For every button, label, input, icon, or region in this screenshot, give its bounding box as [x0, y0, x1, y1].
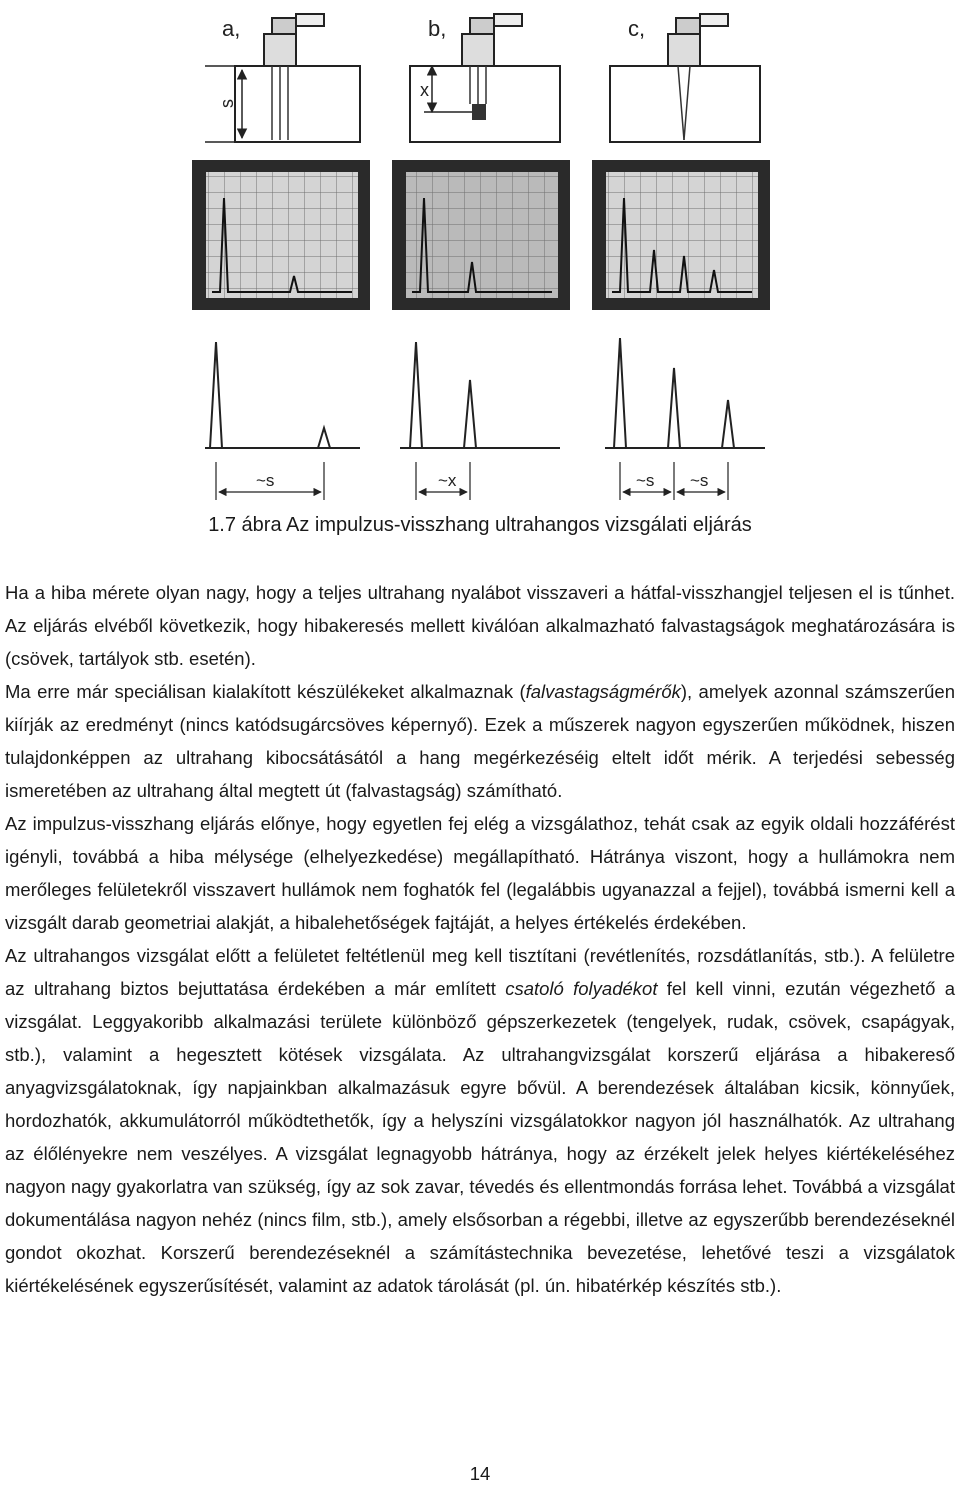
probe-connector-c [700, 14, 728, 26]
pulse-diagram-a [205, 342, 360, 500]
flaw-b [472, 104, 486, 120]
pulse-label-c2: ~s [690, 471, 709, 490]
paragraph-2-run-1: Ma erre már speciálisan kialakított készülékeket alkalmaznak ( [5, 681, 526, 702]
paragraph-3 [5, 807, 955, 939]
dimension-label-x: x [420, 80, 429, 100]
oscilloscope-screen-b [392, 160, 570, 310]
paragraph-4-run-1: Az ultrahangos vizsgálat előtt a felületet feltétlenül meg kell tisztítani (revétlenítés, rozsdátlanítás, stb.). A felületre az ultrahang biztos bejuttatása érdekében a már említett [5, 945, 955, 999]
workpiece-a [235, 66, 360, 142]
emphasis-falvastagsagmerok: falvastagságmérők [525, 681, 681, 702]
probe-head-c [668, 34, 700, 66]
probe-diagram-a [205, 14, 360, 142]
probe-head-a [264, 34, 296, 66]
paragraph-1-run-1: Ha a hiba mérete olyan nagy, hogy a teljes ultrahang nyalábot visszaveri a hátfal-visszhangjel teljesen el is tűnhet. Az eljárás elvéből következik, hogy hibakeresés mellett kiválóan alkalmazható falvastagságok meghatározására is (csövek, tartályok stb. esetén). [5, 582, 955, 669]
probe-diagram-c [610, 14, 760, 142]
panel-label-a: a, [222, 16, 241, 41]
panel-label-c: c, [628, 16, 646, 41]
pulse-label-a: ~s [256, 471, 275, 490]
probe-connector-a [296, 14, 324, 26]
oscilloscope-screen-c [592, 160, 770, 310]
panel-label-b: b, [428, 16, 447, 41]
paragraph-1 [5, 576, 955, 675]
pulse-diagram-b [400, 342, 560, 500]
paragraph-4-run-3: fel kell vinni, ezután végezhető a vizsgálat. Leggyakoribb alkalmazási területe különböző gépszerkezetek (tengelyek, rudak, csövek, csapágyak, stb.), valamint a hegesztett kötések vizsgálata. Az ultrahangvizsgálat korszerű eljárása a hibakereső anyagvizsgálatoknak, így napjainkban alkalmazásuk egyre bővül. A berendezések általában kicsik, könnyűek, hordozhatók, akkumulátorról működtethetők, így a helyszíni vizsgálatokkor nagyon jól használhatók. Az ultrahang az élőlényekre nem veszélyes. A vizsgálat legnagyobb hátránya, hogy az érzékelt jelek helyes kiértékeléséhez nagyon nagy gyakorlatra van szükség, így az sok zavar, tévedés és ellentmondás forrása lehet. Továbbá a vizsgálat dokumentálása nagyon nehéz (nincs film, stb.), amely elsősorban a régebbi, illetve az egyszerűbb berendezéseknél gondot okozhat. Korszerű berendezéseknél a számítástechnika bevezetése, lehetővé teszi a vizsgálatok kiértékelésének egyszerűsítését, valamint az adatok tárolását (pl. ún. hibatérkép készítés stb.). [5, 978, 955, 1296]
probe-connector-b [494, 14, 522, 26]
probe-head-b [462, 34, 494, 66]
figure-caption: 1.7 ábra Az impulzus-visszhang ultrahangos vizsgálati eljárás [208, 514, 752, 536]
oscilloscope-screen-a [192, 160, 370, 310]
ultrasonic-pulse-echo-figure [0, 0, 960, 510]
paragraph-2 [5, 675, 955, 807]
paragraph-2-run-3: ), amelyek azonnal számszerűen kiírják az eredményt (nincs katódsugárcsöves képernyő). Ezek a műszerek nagyon egyszerűen működnek, hiszen tulajdonképpen az ultrahang kibocsátásától a hang megérkezéséig eltelt időt mérik. A terjedési sebesség ismeretében az ultrahang által megtett út (falvastagság) számítható. [5, 681, 955, 801]
page-number: 14 [469, 1463, 491, 1484]
paragraph-3-run-1: Az impulzus-visszhang eljárás előnye, hogy egyetlen fej elég a vizsgálathoz, tehát csak az egyik oldali hozzáférést igényli, továbbá a hiba mélysége (elhelyezkedése) megállapítható. Hátránya viszont, hogy a hullámokra nem merőleges felületekről visszavert hullámok nem foghatók fel (legalábbis ugyanazzal a fejjel), továbbá ismerni kell a vizsgált darab geometriai alakját, a hibalehetőségek fajtáját, a helyes értékelés érdekében. [5, 813, 955, 933]
pulse-label-b: ~x [438, 471, 457, 490]
pulse-label-c1: ~s [636, 471, 655, 490]
body-text [5, 576, 955, 1302]
probe-diagram-b [410, 14, 560, 142]
dimension-label-s-a: s [217, 99, 237, 108]
emphasis-csatolo-folyadekot: csatoló folyadékot [505, 978, 658, 999]
paragraph-4 [5, 939, 955, 1302]
pulse-diagram-c [605, 338, 765, 500]
